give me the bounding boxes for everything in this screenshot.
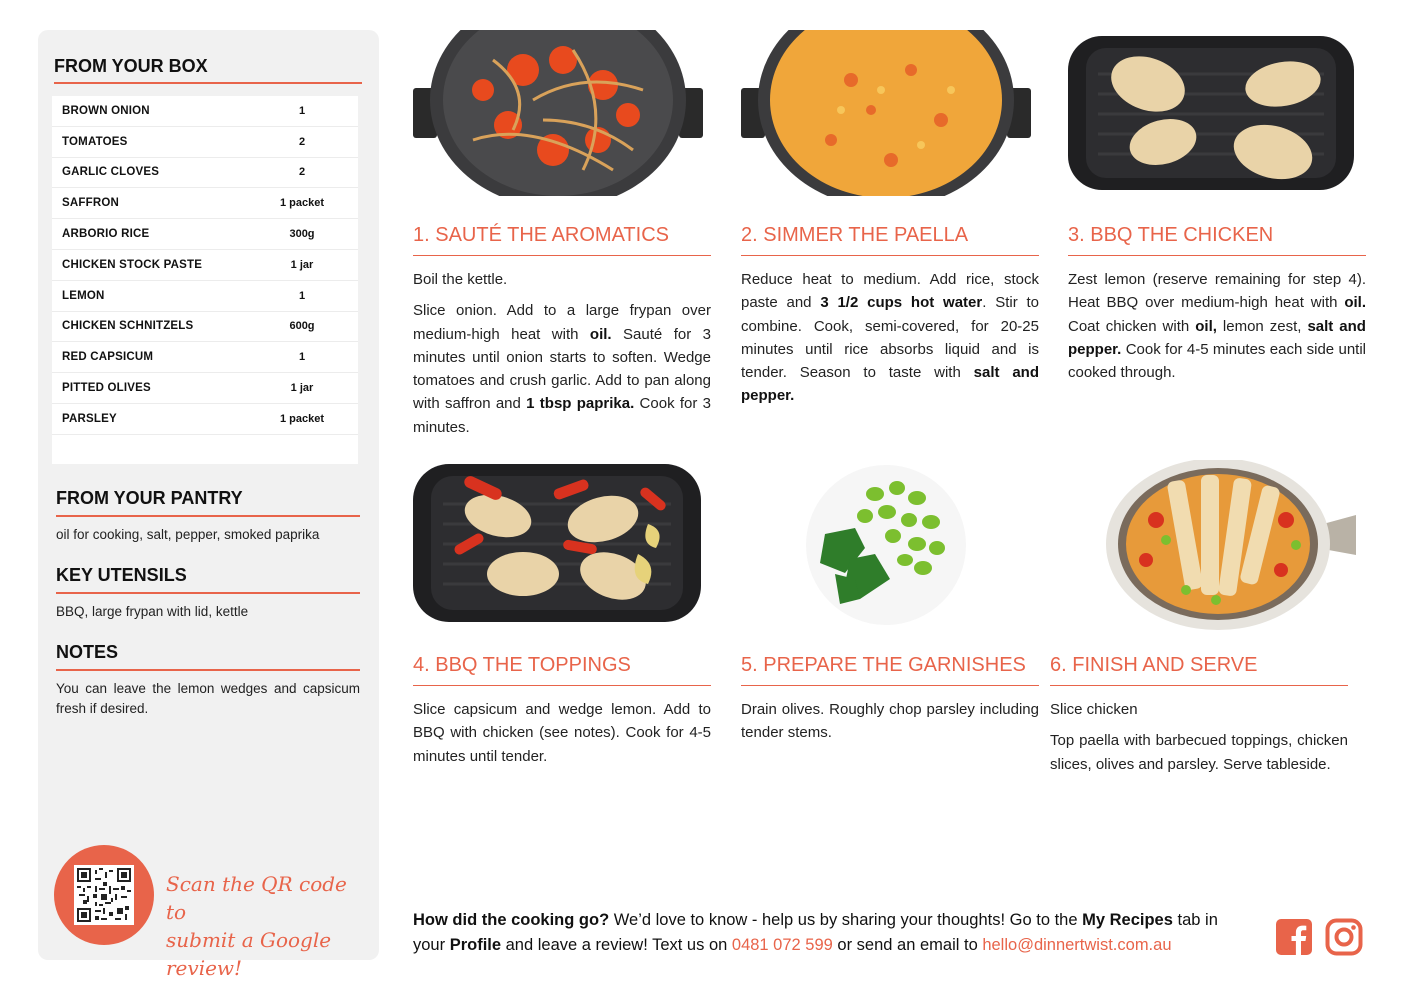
pantry-text: oil for cooking, salt, pepper, smoked paprika (56, 527, 320, 542)
step-text: Cook for 3 minutes. (413, 395, 711, 436)
step-paragraph (413, 299, 711, 439)
step-body (1050, 698, 1348, 776)
qr-code-icon[interactable] (74, 865, 134, 925)
step-title: 3. BBQ THE CHICKEN (1068, 224, 1366, 256)
ingredient-name: CHICKEN STOCK PASTE (62, 258, 203, 271)
review-prompt (413, 908, 1253, 958)
utensils-section (56, 565, 360, 622)
bbq-toppings-image (413, 464, 701, 626)
ingredients-table (52, 96, 358, 464)
ingredient-name: RED CAPSICUM (62, 351, 154, 364)
bbq-chicken-image (1068, 34, 1354, 196)
ingredient-row (52, 127, 358, 158)
step-paragraph (413, 268, 711, 291)
step-paragraph (1050, 729, 1348, 776)
phone-link[interactable]: 0481 072 599 (731, 936, 833, 954)
ingredient-qty: 1 packet (279, 412, 325, 425)
ingredient-row (52, 219, 358, 250)
step-paragraph (413, 698, 711, 768)
frypan-onion-tomato-image (413, 30, 703, 200)
ingredient-name: PITTED OLIVES (62, 382, 151, 395)
instagram-icon[interactable] (1325, 918, 1363, 956)
ingredient-qty: 1 jar (290, 382, 314, 395)
divider (56, 515, 360, 517)
notes-title: NOTES (56, 642, 119, 662)
olives-parsley-image (805, 464, 967, 630)
facebook-icon[interactable] (1275, 918, 1313, 956)
step-emphasis: salt and pepper. (741, 364, 1039, 405)
pantry-section (56, 488, 360, 545)
divider (54, 82, 362, 84)
ingredient-row (52, 404, 358, 435)
from-your-pantry-title: FROM YOUR PANTRY (56, 488, 243, 508)
ingredient-qty: 1 (298, 289, 306, 302)
ingredient-row (52, 373, 358, 404)
divider (56, 669, 360, 671)
qr-badge (54, 845, 154, 945)
step-paragraph (1050, 698, 1348, 721)
step-title: 1. SAUTÉ THE AROMATICS (413, 224, 711, 256)
step-5 (741, 654, 1039, 753)
footer-question: How did the cooking go? (413, 911, 610, 929)
email-link[interactable]: hello@dinnertwist.com.au (982, 936, 1172, 954)
step-paragraph (741, 268, 1039, 408)
ingredient-name: PARSLEY (62, 412, 117, 425)
step-text: lemon zest, (1216, 317, 1308, 335)
ingredient-qty: 300g (289, 228, 315, 241)
step-paragraph (741, 698, 1039, 745)
step-emphasis: 1 tbsp paprika. (526, 395, 635, 413)
ingredient-row (52, 312, 358, 343)
step-3 (1068, 224, 1366, 392)
ingredient-qty: 1 packet (279, 197, 325, 210)
step-text: Reduce heat to medium. Add rice, stock paste and (741, 271, 1039, 312)
step-title: 6. FINISH AND SERVE (1050, 654, 1348, 686)
step-title: 4. BBQ THE TOPPINGS (413, 654, 711, 686)
ingredient-name: BROWN ONION (62, 104, 150, 117)
step-title: 5. PREPARE THE GARNISHES (741, 654, 1039, 686)
from-your-box-title: FROM YOUR BOX (54, 56, 208, 76)
step-text: . Stir to combine. Cook, semi-covered, for 20-25 minutes until rice absorbs liquid and is tender. Season to taste with (741, 294, 1040, 382)
step-text: Drain olives. Roughly chop parsley including tender stems. (741, 701, 1039, 742)
step-1 (413, 224, 711, 447)
ingredient-name: LEMON (62, 289, 105, 302)
step-body (413, 698, 711, 768)
footer-my-recipes: My Recipes (1082, 911, 1173, 929)
step-text: Slice chicken (1050, 701, 1138, 718)
ingredient-qty: 1 (298, 104, 306, 117)
ingredient-qty: 600g (289, 320, 315, 333)
divider (56, 592, 360, 594)
step-emphasis: oil, (1195, 317, 1217, 335)
ingredient-qty: 1 (298, 351, 306, 364)
utensils-text: BBQ, large frypan with lid, kettle (56, 604, 249, 619)
key-utensils-title: KEY UTENSILS (56, 565, 187, 585)
step-text: Slice capsicum and wedge lemon. Add to BBQ with chicken (see notes). Cook for 4-5 minutes until tender. (413, 701, 711, 765)
qr-caption-line2: submit a Google review! (166, 928, 332, 980)
step-text: Top paella with barbecued toppings, chicken slices, olives and parsley. Serve tableside. (1050, 732, 1348, 773)
finished-paella-image (1106, 460, 1356, 634)
step-title: 2. SIMMER THE PAELLA (741, 224, 1039, 256)
frypan-paella-rice-image (741, 30, 1031, 200)
step-paragraph (1068, 268, 1366, 384)
ingredient-row (52, 96, 358, 127)
ingredient-row (52, 250, 358, 281)
step-4 (413, 654, 711, 776)
footer-profile: Profile (449, 936, 502, 954)
ingredient-name: GARLIC CLOVES (62, 166, 160, 179)
step-text: Sauté for 3 minutes until onion starts to soften. Wedge tomatoes and crush garlic. Add to pan along with saffron and (413, 325, 711, 413)
ingredient-qty: 1 jar (290, 258, 314, 271)
ingredient-name: CHICKEN SCHNITZELS (62, 320, 194, 333)
step-text: Zest lemon (reserve remaining for step 4). Heat BBQ over medium-high heat with (1068, 271, 1366, 312)
step-emphasis: oil. (1344, 294, 1366, 312)
ingredient-name: SAFFRON (62, 197, 119, 210)
step-6 (1050, 654, 1348, 784)
step-emphasis: oil. (589, 325, 612, 343)
ingredient-qty: 2 (298, 166, 306, 179)
step-body (741, 698, 1039, 745)
notes-section (56, 642, 360, 719)
step-text: Cook for 4-5 minutes each side until cooked through. (1068, 340, 1366, 382)
footer-text-4: or send an email to (832, 936, 983, 954)
footer-text-1: We’d love to know - help us by sharing your thoughts! Go to the (609, 911, 1083, 929)
step-emphasis: salt and pepper. (1068, 317, 1366, 358)
qr-caption-line1: Scan the QR code to (166, 872, 347, 924)
step-body (741, 268, 1039, 408)
notes-text: You can leave the lemon wedges and capsicum fresh if desired. (56, 681, 360, 716)
step-2 (741, 224, 1039, 416)
step-body (413, 268, 711, 439)
ingredient-row (52, 188, 358, 219)
ingredient-row (52, 158, 358, 189)
sidebar-panel (38, 30, 379, 980)
ingredient-name: ARBORIO RICE (62, 228, 150, 241)
step-body (1068, 268, 1366, 384)
ingredient-qty: 2 (298, 135, 306, 148)
ingredient-row (52, 281, 358, 312)
ingredient-name: TOMATOES (62, 135, 128, 148)
step-text: Slice onion. Add to a large frypan over medium-high heat with (413, 302, 711, 343)
footer-text-3: and leave a review! Text us on (501, 936, 732, 954)
qr-caption (166, 870, 366, 982)
step-text: Boil the kettle. (413, 271, 508, 288)
footer-text-2: tab in your (413, 911, 1218, 954)
step-text: Coat chicken with (1068, 317, 1196, 335)
ingredient-row (52, 342, 358, 373)
step-emphasis: 3 1/2 cups hot water (820, 294, 983, 312)
